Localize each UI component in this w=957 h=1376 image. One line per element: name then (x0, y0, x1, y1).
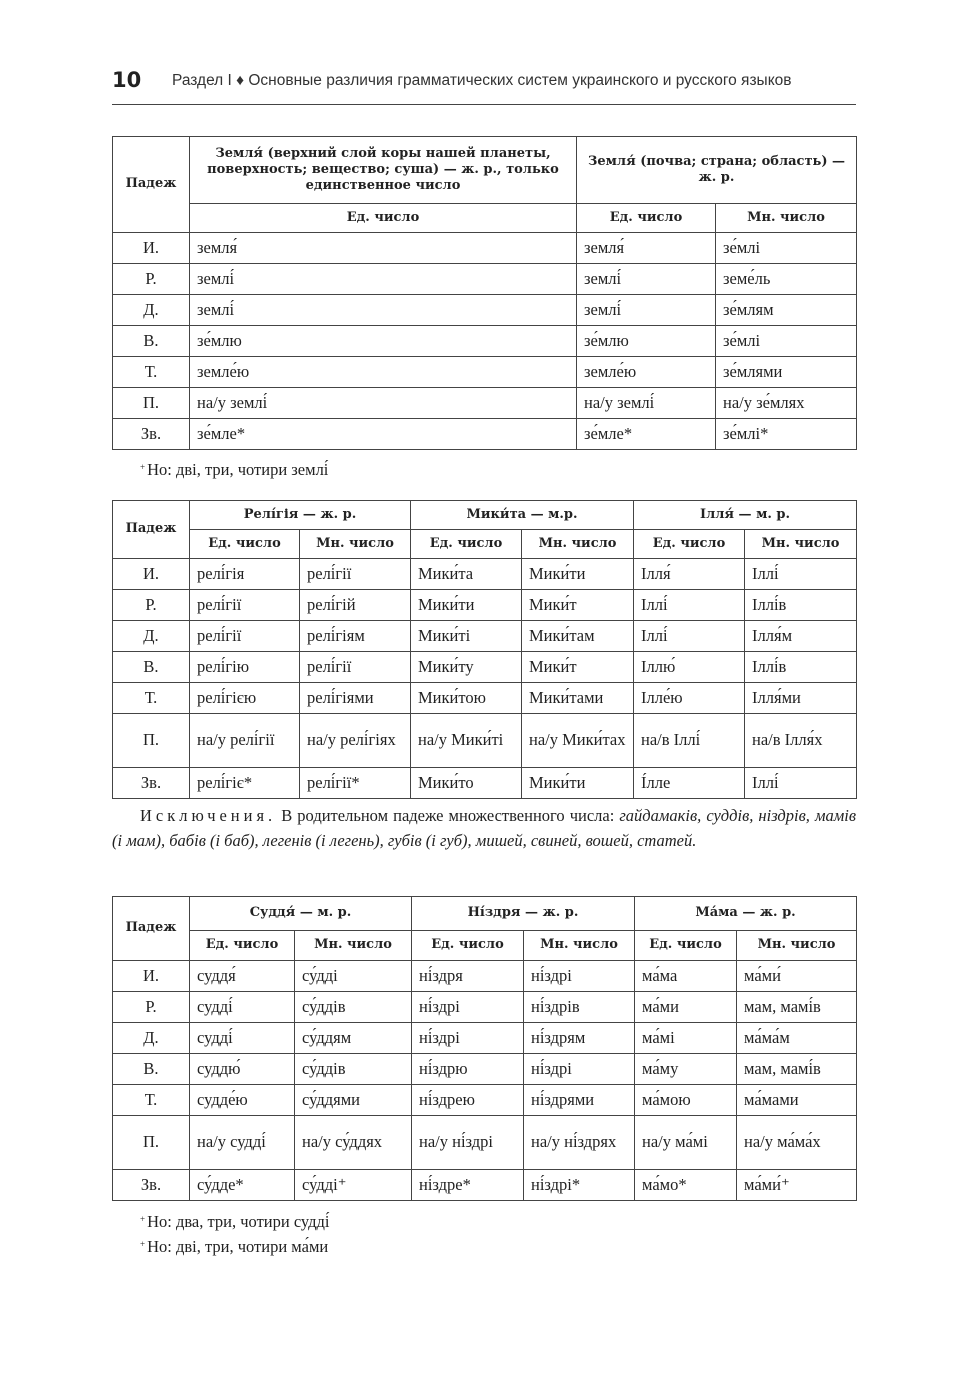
form-cell: ма́ми (635, 992, 737, 1023)
form-cell: суддя́ (190, 961, 295, 992)
case-cell: П. (113, 714, 190, 768)
form-cell: на/у Мики́ті (411, 714, 522, 768)
case-cell: П. (113, 1116, 190, 1170)
form-cell: Мики́т (522, 652, 634, 683)
form-cell: релі́гії (300, 559, 411, 590)
form-cell: Іллі́ (634, 621, 745, 652)
page-number: 10 (112, 68, 142, 92)
form-cell: ні́здрів (524, 992, 635, 1023)
form-cell: ні́здрі (412, 1023, 524, 1054)
form-cell: Іллі́ (745, 768, 857, 799)
table-row (113, 1085, 857, 1116)
number-header: Мн. число (522, 530, 634, 559)
form-cell: на/в Ілля́х (745, 714, 857, 768)
exceptions-paragraph (112, 803, 856, 853)
form-cell: Мики́ти (522, 559, 634, 590)
case-cell: В. (113, 652, 190, 683)
case-header: Падеж (113, 501, 190, 559)
form-cell: зе́млям (716, 295, 857, 326)
table-row (113, 590, 857, 621)
form-cell: мам, мамі́в (737, 1054, 857, 1085)
form-cell: судді́ (190, 992, 295, 1023)
case-cell: В. (113, 1054, 190, 1085)
form-cell: на/у ма́ма́х (737, 1116, 857, 1170)
form-cell: суддю́ (190, 1054, 295, 1085)
case-cell: И. (113, 233, 190, 264)
form-cell: релі́гій (300, 590, 411, 621)
table-row (113, 357, 857, 388)
table-row (113, 388, 857, 419)
declension-table-suddia (112, 896, 857, 1201)
exceptions-label: Исключения. (140, 806, 277, 825)
table-row (113, 1023, 857, 1054)
form-cell: ні́здрям (524, 1023, 635, 1054)
form-cell: земле́ю (190, 357, 577, 388)
form-cell: на/у зе́млях (716, 388, 857, 419)
form-cell: земля́ (577, 233, 716, 264)
form-cell: землі́ (577, 264, 716, 295)
form-cell: релі́гія (190, 559, 300, 590)
number-header: Мн. число (524, 931, 635, 961)
number-header: Ед. число (411, 530, 522, 559)
form-cell: Ілле́ю (634, 683, 745, 714)
form-cell: Мики́ті (411, 621, 522, 652)
form-cell: зе́млю (577, 326, 716, 357)
form-cell: Мики́тами (522, 683, 634, 714)
case-cell: Т. (113, 357, 190, 388)
form-cell: на/у ні́здрях (524, 1116, 635, 1170)
form-cell: Мики́ту (411, 652, 522, 683)
form-cell: землі́ (577, 295, 716, 326)
form-cell: Мики́та (411, 559, 522, 590)
case-cell: Д. (113, 621, 190, 652)
form-cell: зе́млі (716, 233, 857, 264)
case-cell: Зв. (113, 768, 190, 799)
form-cell: земе́ль (716, 264, 857, 295)
exceptions-text: В родительном падеже множественного числа: (281, 806, 615, 825)
table-row (113, 1170, 857, 1201)
form-cell: ма́мі (635, 1023, 737, 1054)
form-cell: на/у релі́гії (190, 714, 300, 768)
form-cell: релі́гіє* (190, 768, 300, 799)
case-cell: Зв. (113, 1170, 190, 1201)
footnote-mark: + (140, 1239, 146, 1249)
form-cell: су́ддів (295, 992, 412, 1023)
case-cell: Т. (113, 683, 190, 714)
form-cell: мам, мамі́в (737, 992, 857, 1023)
case-cell: И. (113, 961, 190, 992)
form-cell: ні́здрю (412, 1054, 524, 1085)
form-cell: на/у судді́ (190, 1116, 295, 1170)
form-cell: ма́мою (635, 1085, 737, 1116)
form-cell: су́дді (295, 961, 412, 992)
case-cell: Р. (113, 992, 190, 1023)
form-cell: су́дде* (190, 1170, 295, 1201)
case-cell: Зв. (113, 419, 190, 450)
form-cell: ні́здрі* (524, 1170, 635, 1201)
declension-table-zemlia (112, 136, 857, 450)
number-header: Мн. число (737, 931, 857, 961)
number-header: Мн. число (295, 931, 412, 961)
table-row (113, 683, 857, 714)
form-cell: релі́гію (190, 652, 300, 683)
footnote-text: Но: дві, три, чотири землі́ (147, 460, 329, 479)
form-cell: су́дді⁺ (295, 1170, 412, 1201)
table-row (113, 992, 857, 1023)
case-cell: В. (113, 326, 190, 357)
form-cell: ні́здря (412, 961, 524, 992)
table-row (113, 1054, 857, 1085)
form-cell: Мики́то (411, 768, 522, 799)
form-cell: Іллі́в (745, 652, 857, 683)
case-cell: Т. (113, 1085, 190, 1116)
form-cell: зе́млі (716, 326, 857, 357)
case-cell: И. (113, 559, 190, 590)
form-cell: зе́млями (716, 357, 857, 388)
group-header: Суддя́ — м. р. (190, 897, 412, 931)
footnote-mark: + (140, 1214, 146, 1224)
form-cell: земле́ю (577, 357, 716, 388)
case-cell: Д. (113, 1023, 190, 1054)
form-cell: релі́гіям (300, 621, 411, 652)
table-row (113, 233, 857, 264)
declension-table-religiia (112, 500, 857, 799)
form-cell: судде́ю (190, 1085, 295, 1116)
footnote (140, 1237, 328, 1257)
footnote-text: Но: дві, три, чотири ма́ми (147, 1237, 329, 1256)
form-cell: Іллі́ (745, 559, 857, 590)
form-cell: релі́гії (300, 652, 411, 683)
form-cell: ні́здрі (524, 1054, 635, 1085)
form-cell: на/у су́ддях (295, 1116, 412, 1170)
form-cell: ма́мами (737, 1085, 857, 1116)
number-header: Ед. число (412, 931, 524, 961)
table-row (113, 264, 857, 295)
form-cell: землі́ (190, 264, 577, 295)
case-header: Падеж (113, 137, 190, 233)
form-cell: ма́мо* (635, 1170, 737, 1201)
number-header: Ед. число (635, 931, 737, 961)
number-header: Ед. число (577, 204, 716, 233)
form-cell: Іллю́ (634, 652, 745, 683)
table-row (113, 621, 857, 652)
form-cell: Ілля́м (745, 621, 857, 652)
table-row (113, 652, 857, 683)
form-cell: зе́млю (190, 326, 577, 357)
table-row (113, 326, 857, 357)
footnote (140, 460, 328, 480)
form-cell: ма́ми́ (737, 961, 857, 992)
form-cell: землі́ (190, 295, 577, 326)
number-header: Ед. число (190, 530, 300, 559)
form-cell: Мики́тою (411, 683, 522, 714)
form-cell: на/у землі́ (190, 388, 577, 419)
form-cell: ні́здрі (412, 992, 524, 1023)
footnote (140, 1212, 330, 1232)
form-cell: зе́мле* (190, 419, 577, 450)
number-header: Мн. число (716, 204, 857, 233)
form-cell: релі́гії (190, 590, 300, 621)
form-cell: Мики́там (522, 621, 634, 652)
number-header: Ед. число (190, 204, 577, 233)
form-cell: на/в Іллі́ (634, 714, 745, 768)
form-cell: ма́ма́м (737, 1023, 857, 1054)
footnote-mark: + (140, 462, 146, 472)
form-cell: ма́ма (635, 961, 737, 992)
form-cell: судді́ (190, 1023, 295, 1054)
form-cell: ма́му (635, 1054, 737, 1085)
case-cell: Д. (113, 295, 190, 326)
form-cell: ма́ми́⁺ (737, 1170, 857, 1201)
footnote-text: Но: два, три, чотири судді́ (147, 1212, 330, 1231)
number-header: Ед. число (190, 931, 295, 961)
number-header: Ед. число (634, 530, 745, 559)
form-cell: Іллі́ (634, 590, 745, 621)
group-header: Земля́ (почва; страна; область) — ж. р. (577, 137, 857, 204)
form-cell: Ілля́ми (745, 683, 857, 714)
table-row (113, 295, 857, 326)
form-cell: І́лле (634, 768, 745, 799)
running-header (112, 66, 856, 105)
case-cell: П. (113, 388, 190, 419)
form-cell: земля́ (190, 233, 577, 264)
group-header: Ілля́ — м. р. (634, 501, 857, 530)
running-head-title: Раздел I ♦ Основные различия грамматических систем украинского и русского языков (172, 72, 792, 89)
number-header: Мн. число (300, 530, 411, 559)
form-cell: на/у релі́гіях (300, 714, 411, 768)
form-cell: ні́здре* (412, 1170, 524, 1201)
table-row (113, 714, 857, 768)
form-cell: су́ддям (295, 1023, 412, 1054)
form-cell: на/у землі́ (577, 388, 716, 419)
form-cell: су́ддями (295, 1085, 412, 1116)
table-row (113, 768, 857, 799)
form-cell: релі́гії* (300, 768, 411, 799)
form-cell: на/у Мики́тах (522, 714, 634, 768)
form-cell: зе́мле* (577, 419, 716, 450)
group-header: Ма́ма — ж. р. (635, 897, 857, 931)
case-cell: Р. (113, 590, 190, 621)
table-row (113, 419, 857, 450)
group-header: Мики́та — м.р. (411, 501, 634, 530)
form-cell: Мики́ти (522, 768, 634, 799)
form-cell: на/у ма́мі (635, 1116, 737, 1170)
table-row (113, 1116, 857, 1170)
form-cell: ні́здрею (412, 1085, 524, 1116)
number-header: Мн. число (745, 530, 857, 559)
form-cell: ні́здрі (524, 961, 635, 992)
table-row (113, 961, 857, 992)
form-cell: Мики́т (522, 590, 634, 621)
group-header: Релі́гія — ж. р. (190, 501, 411, 530)
form-cell: Мики́ти (411, 590, 522, 621)
form-cell: релі́гіями (300, 683, 411, 714)
case-cell: Р. (113, 264, 190, 295)
group-header: Земля́ (верхний слой коры нашей планеты, поверхность; вещество; суша) — ж. р., только единственное число (190, 137, 577, 204)
form-cell: Ілля́ (634, 559, 745, 590)
form-cell: зе́млі* (716, 419, 857, 450)
form-cell: релі́гією (190, 683, 300, 714)
form-cell: Іллі́в (745, 590, 857, 621)
exceptions-examples: гайдамаків, суддів, ніздрів, мамів (і мам), бабів (і баб), легенів (і легень), губів (і губ), мишей, свиней, вошей, статей. (112, 806, 856, 850)
form-cell: на/у ні́здрі (412, 1116, 524, 1170)
form-cell: су́ддів (295, 1054, 412, 1085)
form-cell: релі́гії (190, 621, 300, 652)
form-cell: ні́здрями (524, 1085, 635, 1116)
group-header: Ні́здря — ж. р. (412, 897, 635, 931)
table-row (113, 559, 857, 590)
case-header: Падеж (113, 897, 190, 961)
